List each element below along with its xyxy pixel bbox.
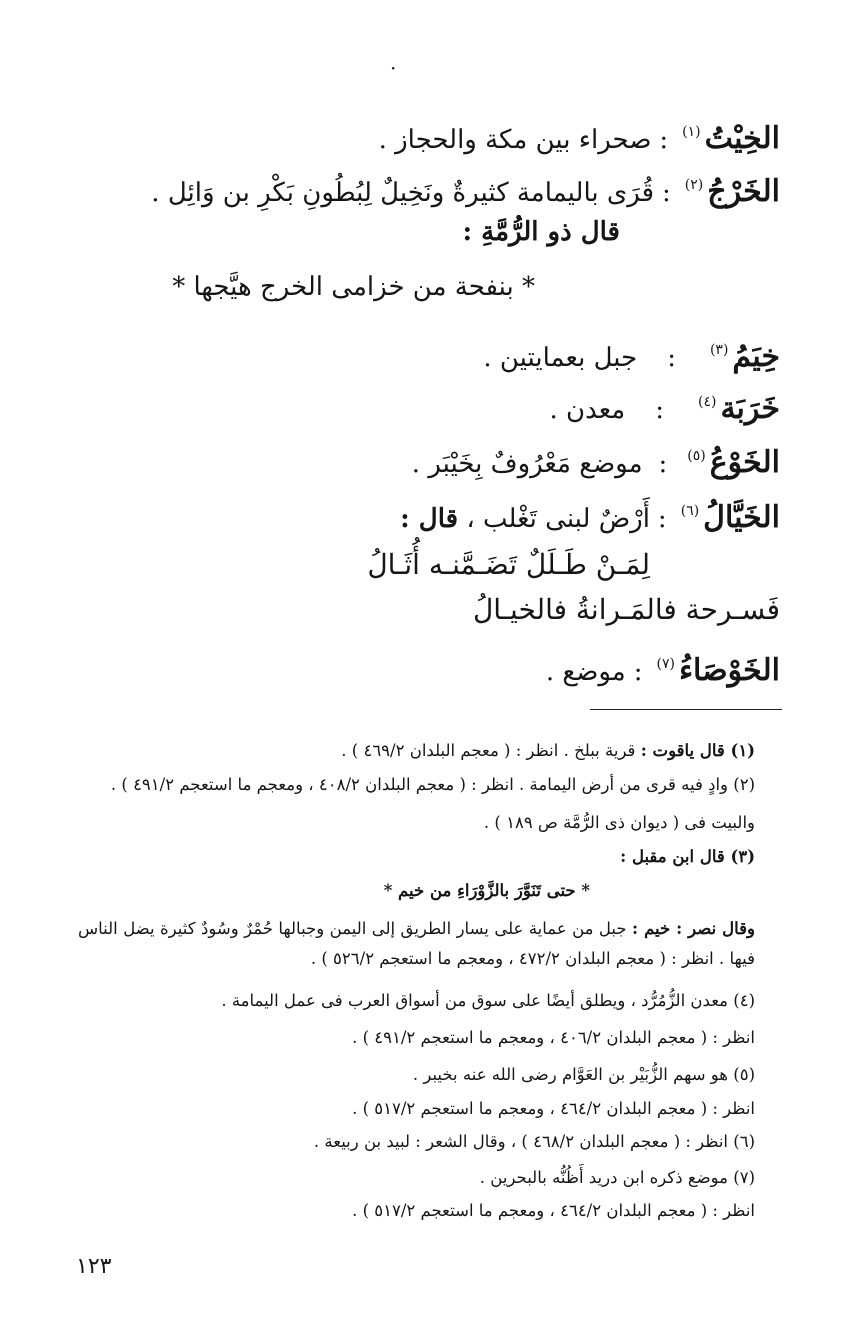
headword: الخَرْجُ (707, 174, 780, 209)
footnote-ref: (٤) (698, 394, 717, 410)
quote-intro: قال ذو الرُّمَّةِ : (462, 217, 620, 247)
entry-definition: صحراء بين مكة والحجاز . (378, 125, 652, 155)
footnote-3-description: وقال نصر : خيم : جبل من عماية على يسار الطريق إلى اليمن وجبالها حُمْرٌ وسُودٌ كثيرة يضل الناس فيها . انظر : ( معجم البلدان ٤٧٢/٢ ، ومعجم ما استعجم ٥٢٦/٢ ) . (78, 919, 755, 968)
entry-definition: أَرْضٌ لبنى تَغْلب ، (466, 504, 650, 534)
footnote-ref: (١) (682, 124, 701, 140)
footnote-4-ref: انظر : ( معجم البلدان ٤٠٦/٢ ، ومعجم ما استعجم ٤٩١/٢ ) . (352, 1028, 755, 1047)
entry-khiyam: خِيَمُ$^{(٣)}$:جبل بعمايتين . (483, 339, 780, 374)
footnote-ref: (٥) (687, 448, 706, 464)
footnote-3: (٣) قال ابن مقبل : (620, 847, 755, 866)
entry-quote-intro: قال : (400, 504, 459, 534)
footnote-ref: (٢) (684, 177, 704, 193)
footnote-1: (١) قال ياقوت : قرية ببلخ . انظر : ( معجم البلدان ٤٦٩/٢ ) . (341, 741, 755, 760)
entry-definition: موضع مَعْرُوفٌ بِخَيْبَر . (411, 449, 643, 479)
footnote-7: (٧) موضع ذكره ابن دريد أَظُنُّه بالبحرين . (479, 1168, 755, 1187)
entry-definition: موضع . (545, 657, 626, 687)
entry-definition: جبل بعمايتين . (483, 343, 638, 373)
entry-al-khawsa: الخَوْصَاءُ$^{(٧)}$:موضع . (545, 653, 780, 688)
footnote-separator (590, 709, 782, 710)
headword: الخَوْصَاءُ (678, 653, 780, 688)
verse-line: * بنفحة من خزامى الخرج هيَّجها * (172, 272, 535, 302)
verse-hemistich-first: لِمَـنْ طَـلَلٌ تَضَـمَّنـه أُثَـالُ (367, 548, 650, 581)
headword: الخَوْعُ (709, 445, 780, 480)
footnote-3-verse: * حتى تَنَوَّرَ بالزَّوْرَاءِ من خيم * (383, 881, 590, 900)
entry-definition: قُرَى باليمامة كثيرةٌ ونَخِيلٌ لِبُطُونِ بَكْرِ بن وَائِل . (151, 178, 654, 208)
footnote-5: (٥) هو سهم الزُّبَيْر بن العَوَّام رضى الله عنه بخيبر . (412, 1065, 755, 1084)
headword: الخَيَّالُ (703, 500, 780, 535)
entry-al-kharj: الخَرْجُ$^{(٢)}$:قُرَى باليمامة كثيرةٌ ونَخِيلٌ لِبُطُونِ بَكْرِ بن وَائِل . (151, 174, 780, 209)
footnote-5-ref: انظر : ( معجم البلدان ٤٦٤/٢ ، ومعجم ما استعجم ٥١٧/٢ ) . (352, 1099, 755, 1118)
footnote-ref: (٧) (656, 656, 675, 672)
entry-definition: معدن . (549, 395, 626, 425)
headword: الخِيْتُ (704, 121, 780, 156)
footnote-4: (٤) معدن الزُّمُرُّد ، ويطلق أيضًا على سوق من أسواق العرب فى عمل اليمامة . (221, 991, 755, 1010)
headword: خِيَمُ (732, 339, 780, 374)
footnote-ref: (٦) (680, 503, 700, 519)
footnote-2: (٢) وادٍ فيه قرى من أرض اليمامة . انظر : ( معجم البلدان ٤٠٨/٢ ، ومعجم ما استعجم ٤٩١/٢ ) . (110, 775, 755, 794)
footnote-ref: (٣) (709, 342, 729, 358)
entry-al-khayyal: الخَيَّالُ$^{(٦)}$:أَرْضٌ لبنى تَغْلب ، قال : (400, 500, 780, 535)
entry-al-khit: الخِيْتُ$^{(١)}$:صحراء بين مكة والحجاز . (378, 121, 780, 156)
verse-hemistich-second: فَسـرحة فالمَـرانةُ فالخيـالُ (472, 593, 780, 626)
page-number: ١٢٣ (76, 1254, 112, 1279)
entry-kharaba: خَرَبَة$^{(٤)}$:معدن . (549, 391, 780, 426)
footnote-2-verse-source: والبيت فى ( ديوان ذى الرُّمَّة ص ١٨٩ ) . (483, 813, 755, 832)
entry-al-khaw: الخَوْعُ$^{(٥)}$:موضع مَعْرُوفٌ بِخَيْبَر . (411, 445, 780, 480)
footnote-6: (٦) انظر : ( معجم البلدان ٤٦٨/٢ ) ، وقال الشعر : لبيد بن ربيعة . (313, 1132, 755, 1151)
page-speck: · (390, 56, 397, 80)
footnote-7-ref: انظر : ( معجم البلدان ٤٦٤/٢ ، ومعجم ما استعجم ٥١٧/٢ ) . (352, 1201, 755, 1220)
headword: خَرَبَة (720, 391, 780, 426)
